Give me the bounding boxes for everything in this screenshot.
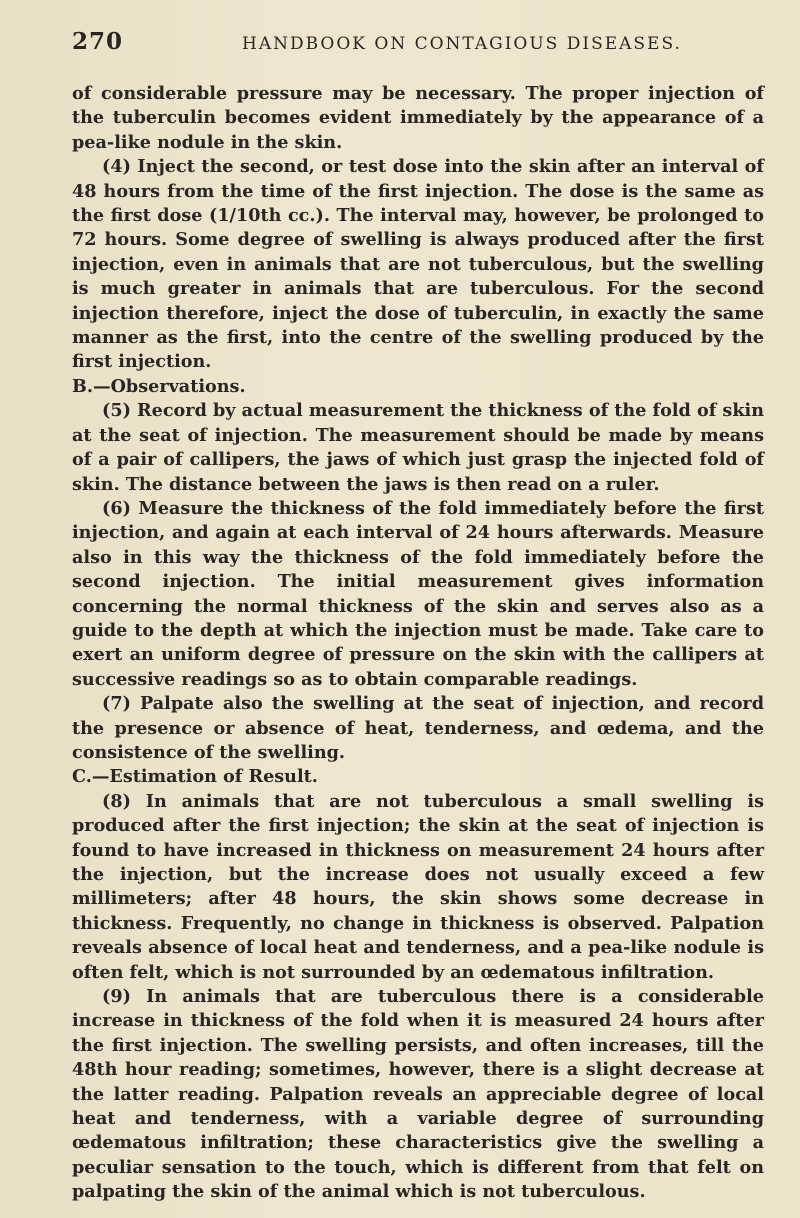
paragraph-7: (7) Palpate also the swelling at the seat of injection, and record the presence or absence of heat, tenderness, and œdema, and the consistence of the swelling.: [72, 693, 764, 763]
body-text: [72, 82, 764, 1205]
page-number: 270: [72, 28, 124, 55]
paragraph-5: (5) Record by actual measurement the thickness of the fold of skin at the seat of injection. The measurement should be made by means of a pair of callipers, the jaws of which just grasp the injected fold of skin. The distance between the jaws is then read on a ruler.: [72, 400, 764, 495]
paragraph-4: (4) Inject the second, or test dose into the skin after an interval of 48 hours from the time of the first injection. The dose is the same as the first dose (1/10th cc.). The interval may, however, be prolonged to 72 hours. Some degree of swelling is always produced after the first injection, even in animals that are not tuberculous, but the swelling is much greater in animals that are tuberculous. For the second injection therefore, inject the dose of tuberculin, in exactly the same manner as the first, into the centre of the swelling produced by the first injection.: [72, 156, 764, 373]
page-header: [72, 28, 764, 68]
paragraph-6: (6) Measure the thickness of the fold immediately before the first injection, and again at each interval of 24 hours afterwards. Measure also in this way the thickness of the fold immediately before the second injection. The initial measurement gives information concerning the normal thickness of the skin and serves also as a guide to the depth at which the injection must be made. Take care to exert an uniform degree of pressure on the skin with the callipers at successive readings so as to obtain comparable readings.: [72, 497, 764, 690]
paragraph-8: (8) In animals that are not tuberculous a small swelling is produced after the first injection; the skin at the seat of injection is found to have increased in thickness on measurement 24 hours after the injection, but the increase does not usually exceed a few millimeters; after 48 hours, the skin shows some decrease in thickness. Frequently, no change in thickness is observed. Palpation reveals absence of local heat and tenderness, and a pea-like nodule is often felt, which is not surrounded by an œdematous infiltration.: [72, 790, 764, 983]
section-heading-estimation: C.—Estimation of Result.: [72, 766, 318, 788]
paragraph-9: (9) In animals that are tuberculous there is a considerable increase in thickness of the fold when it is measured 24 hours after the first injection. The swelling persists, and often increases, till the 48th hour reading; sometimes, however, there is a slight decrease at the latter reading. Palpation reveals an appreciable degree of local heat and tenderness, with a variable degree of surrounding œdematous infiltration; these characteristics give the swelling a peculiar sensation to the touch, which is different from that felt on palpating the skin of the animal which is not tuberculous.: [72, 986, 764, 1203]
running-title: HANDBOOK ON CONTAGIOUS DISEASES.: [242, 34, 682, 54]
paragraph-intro: of considerable pressure may be necessary. The proper injection of the tuberculin becomes evident immediately by the appearance of a pea-like nodule in the skin.: [72, 83, 764, 153]
section-heading-observations: B.—Observations.: [72, 375, 246, 397]
